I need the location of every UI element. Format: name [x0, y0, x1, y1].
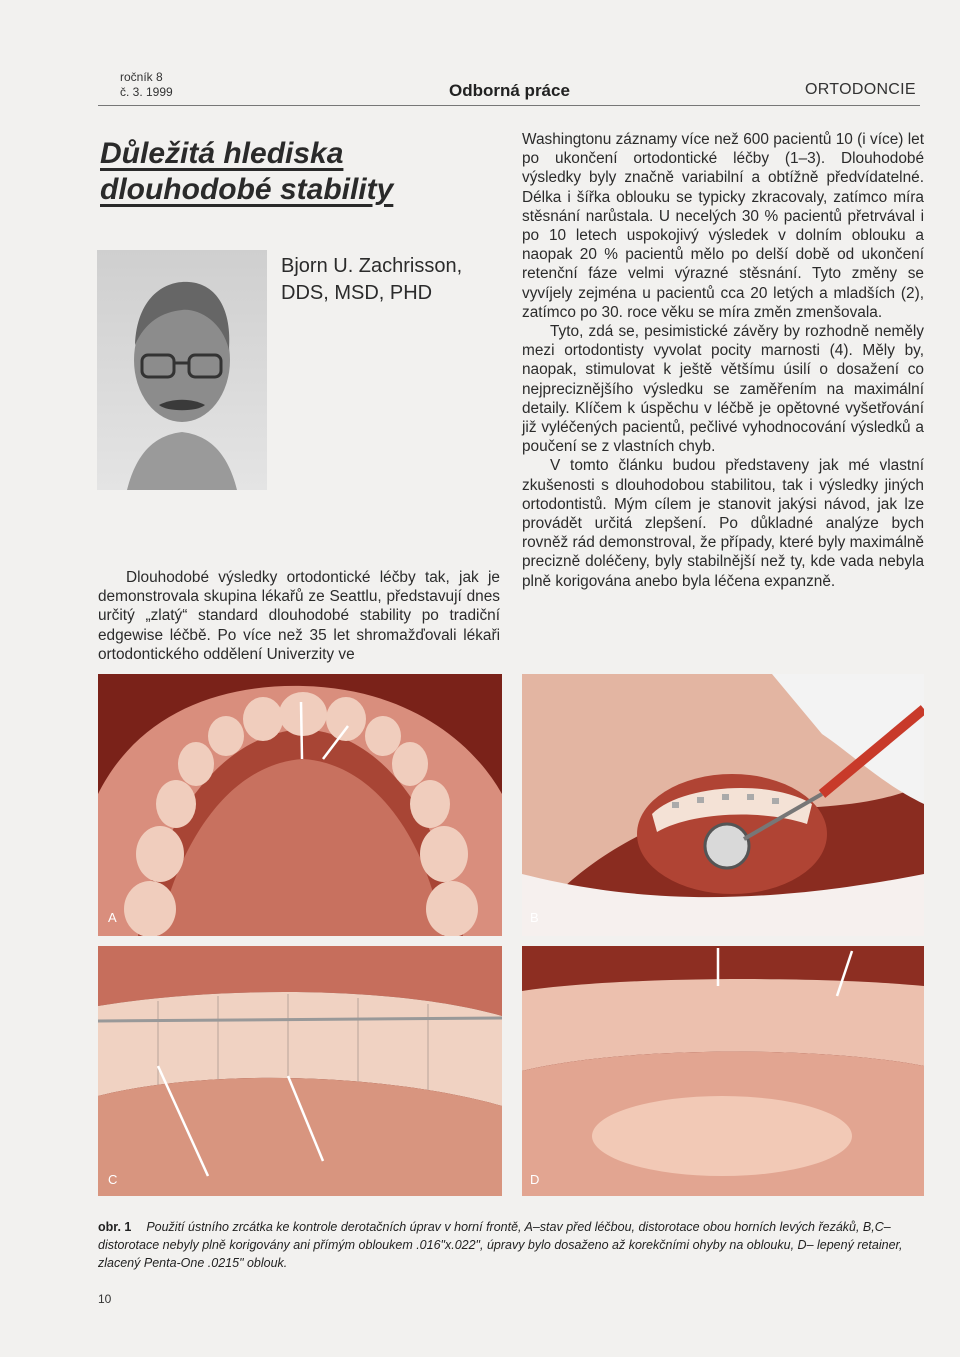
photo-c: [98, 946, 502, 1196]
caption-label: obr. 1: [98, 1220, 132, 1234]
photo-b-label: B: [530, 910, 539, 925]
caption-text: Použití ústního zrcátka ke kontrole derotačních úprav v horní frontě, A–stav před léčbou, distorotace obou horních levých řezáků, B,C– distorotace nebyly plně korigovány ani přímým obloukem .016"x.022", úpravy bylo dosaženo až korekčními ohyby na oblouku, D– lepený retainer, zlacený Penta-One .0215" oblouk.: [98, 1220, 903, 1270]
photo-d: [522, 946, 924, 1196]
header-rule: [98, 105, 920, 106]
author-block: [281, 253, 462, 307]
photo-a: [98, 674, 502, 936]
article-title: [100, 136, 393, 208]
paragraph-2: Tyto, zdá se, pesimistické závěry by rozhodně neměly mezi ortodontisty vyvolat pocity marnosti (4). Měly by, naopak, stimulovat k ještě většímu úsilí o dosažení co nejpreciznějšího výsledku se zaměřením na maximální detaily. Klíčem k úspěchu v léčbě je opětovné vyšetřování již vyléčených pacientů, pečlivé vyhodnocování výsledků a poučení se z vlastních chyb.: [522, 323, 924, 456]
photo-d-label: D: [530, 1172, 540, 1187]
photo-b: [522, 674, 924, 936]
author-portrait: [97, 250, 267, 490]
title-line-1: Důležitá hlediska: [100, 137, 344, 170]
header-issue: č. 3. 1999: [120, 85, 173, 99]
photo-c-label: C: [108, 1172, 118, 1187]
right-column: [522, 130, 924, 591]
paragraph-3: V tomto článku budou představeny jak mé vlastní zkušenosti s dlouhodobou stabilitou, tak i výsledky jiných ortodontistů. Mým cílem je stanovit jakýsi návod, jak lze provádět určitá zlepšení. Po důkladné analýze bych rovněž rád demonstroval, že případy, které byly maximálně precizně doléčeny, byly stabilnější než ty, kde vada nebyla plně korigována anebo byla léčena expanzně.: [522, 457, 924, 590]
header-topic: ORTODONCIE: [805, 81, 916, 98]
page-number: 10: [98, 1292, 112, 1306]
paragraph-1: Washingtonu záznamy více než 600 pacientů 10 (i více) let po ukončení ortodontické léčby (1–3). Dlouhodobé výsledky byly značně variabilní a obtížně předvídatelné. Délka i šířka oblouku se typicky zkracovaly, zatímco míra stěsnání narůstala. U necelých 30 % pacientů přetrvával i po 10 letech uspokojivý výsledek v dolním oblouku a naopak 20 % pacientů mělo po delší době od ukončení retenční fáze velmi výrazné stěsnání. Tyto změny se vyvíjely zejména u pacientů cca 20 letých a mladších (2), zatímco po 30. roce věku se míra změn zmenšovala.: [522, 131, 924, 321]
paragraph-intro: Dlouhodobé výsledky ortodontické léčby tak, jak je demonstrovala skupina lékařů ze Seattlu, představují dnes určitý „zlatý“ standard dlouhodobé stability po tradiční edgewise léčbě. Po více než 35 let shromažďovali lékaři ortodontického oddělení Univerzity ve: [98, 569, 500, 663]
title-line-2: dlouhodobé stability: [100, 173, 394, 206]
author-degrees: DDS, MSD, PHD: [281, 282, 433, 304]
left-column: [98, 568, 500, 664]
header-section: Odborná práce: [449, 81, 570, 100]
author-name: Bjorn U. Zachrisson,: [281, 255, 463, 277]
header-volume: ročník 8: [120, 70, 163, 84]
figure-caption: [98, 1218, 928, 1272]
photo-a-label: A: [108, 910, 117, 925]
